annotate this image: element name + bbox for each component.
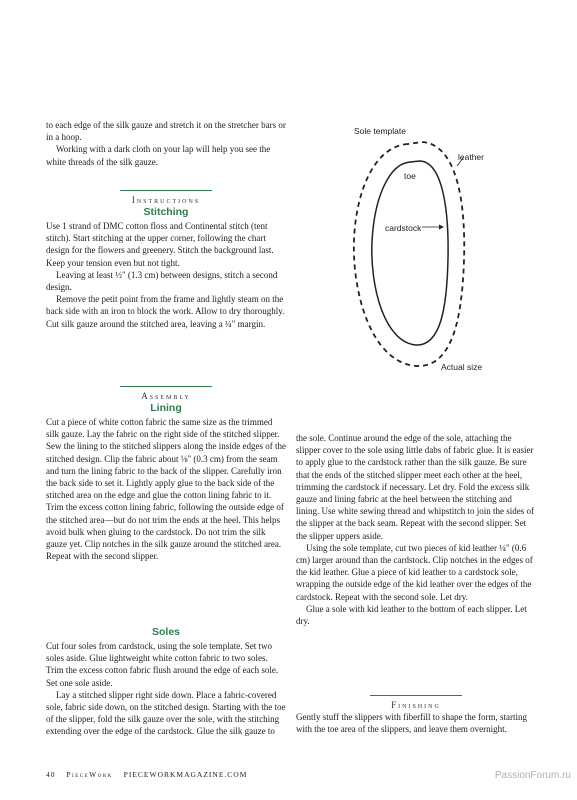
finishing-paragraph: Gently stuff the slippers with fiberfill to shape the form, starting with the toe area of the slippers, and leave them overnight. bbox=[296, 712, 528, 735]
figure-title: Sole template bbox=[354, 126, 406, 136]
page-footer bbox=[46, 770, 255, 779]
continued-paragraph: Using the sole template, cut two pieces of kid leather ¼" (0.6 cm) larger around than the cardstock. Clip notches in the edges of the kid leather. Glue a piece of kid leather to a cardstock sole, wrapping the outside edge of the kid leather over the edges of the cardstock. Repeat with the second sole. Let dry. bbox=[296, 542, 533, 602]
section-rule bbox=[120, 190, 212, 191]
soles-paragraph: Lay a stitched slipper right side down. Place a fabric-covered sole, fabric side down, on the stitched design. Starting with the toe of the slipper, fold the silk gauze over the sole, with the stitching extending over the edge of the cardstock. Glue the silk gauze to bbox=[46, 689, 286, 737]
sole-template-diagram bbox=[330, 130, 530, 380]
page-number: 40 bbox=[46, 770, 56, 779]
instructions-section bbox=[46, 190, 286, 330]
soles-paragraph: Cut four soles from cardstock, using the sole template. Set two soles aside. Glue lightweight white cotton fabric to two soles. Trim the excess cotton fabric flush around the edge of each sole. Set one sole aside. bbox=[46, 641, 279, 688]
watermark: PassionForum.ru bbox=[494, 770, 571, 781]
assembly-section bbox=[46, 386, 286, 562]
cardstock-arrowhead bbox=[439, 225, 444, 230]
lining-subheading: Lining bbox=[150, 402, 182, 414]
section-rule bbox=[120, 386, 212, 387]
actual-size-label: Actual size bbox=[441, 362, 483, 372]
intro-paragraph: Working with a dark cloth on your lap will help you see the white threads of the silk gauze. bbox=[46, 144, 271, 167]
instructions-paragraph: Use 1 strand of DMC cotton floss and Continental stitch (tent stitch). Start stitching at the upper corner, following the chart design for the flowers and greenery. Stitch the background last. Keep your tension even but not tight. bbox=[46, 221, 274, 268]
website-link[interactable]: PIECEWORKMAGAZINE.COM bbox=[123, 770, 248, 779]
stitching-subheading: Stitching bbox=[143, 206, 189, 218]
soles-section bbox=[46, 626, 286, 738]
intro-paragraph: to each edge of the silk gauze and stretch it on the stretcher bars or in a hoop. bbox=[46, 120, 286, 143]
magazine-name: PieceWork bbox=[66, 770, 113, 779]
leather-label: leather bbox=[458, 152, 484, 162]
finishing-section bbox=[296, 695, 536, 735]
assembly-paragraph: Cut a piece of white cotton fabric the same size as the trimmed silk gauze. Lay the fabric on the right side of the stitched slipper. Sew the lining to the stitched slippers along the inside edges of the stitched design. Clip the fabric about ⅛" (0.3 cm) from the seam and turn the lining fabric to the back of the slipper. Carefully iron the back side to set it. Lightly apply glue to the back side of the stitched area on the edge and glue the cotton lining fabric to it. Trim the excess cotton lining fabric, following the outside edge of the stitched area—but do not trim the ends at the heel. This helps avoid bulk when gluing to the cardstock. Do not trim the silk gauze yet. Clip notches in the silk gauze around the stitched area. Repeat with the second slipper. bbox=[46, 417, 286, 562]
soles-subheading: Soles bbox=[151, 626, 180, 638]
instructions-paragraph: Remove the petit point from the frame and lightly steam on the back side with an iron to block the work. Allow to dry thoroughly. Cut silk gauze around the stitched area, leaving a ¼" margin. bbox=[46, 294, 285, 329]
instructions-heading: Instructions bbox=[131, 195, 201, 205]
cardstock-label: cardstock bbox=[385, 223, 422, 233]
right-column-text bbox=[296, 432, 536, 627]
cardstock-outline bbox=[372, 161, 448, 345]
assembly-heading: Assembly bbox=[141, 391, 191, 401]
toe-label: toe bbox=[404, 171, 416, 181]
continued-paragraph: Glue a sole with kid leather to the bottom of each slipper. Let dry. bbox=[296, 603, 527, 627]
intro-text bbox=[46, 119, 286, 168]
section-rule bbox=[370, 695, 462, 696]
finishing-heading: Finishing bbox=[391, 700, 441, 710]
instructions-paragraph: Leaving at least ½" (1.3 cm) between designs, stitch a second design. bbox=[46, 269, 278, 293]
continued-paragraph: the sole. Continue around the edge of the sole, attaching the slipper cover to the sole using little dabs of fabric glue. It is easier to apply glue to the cardstock rather than the silk gauze. Be sure that the ends of the stitched slipper meet each other at the heel, trimming the cardstock if necessary. Let dry. Fold the excess silk gauze and lining fabric at the heel between the stitching and lining. Use white sewing thread and whipstitch to join the sides of the slipper at the back seam. Repeat with the second slipper. Set the slipper uppers aside. bbox=[296, 433, 534, 541]
